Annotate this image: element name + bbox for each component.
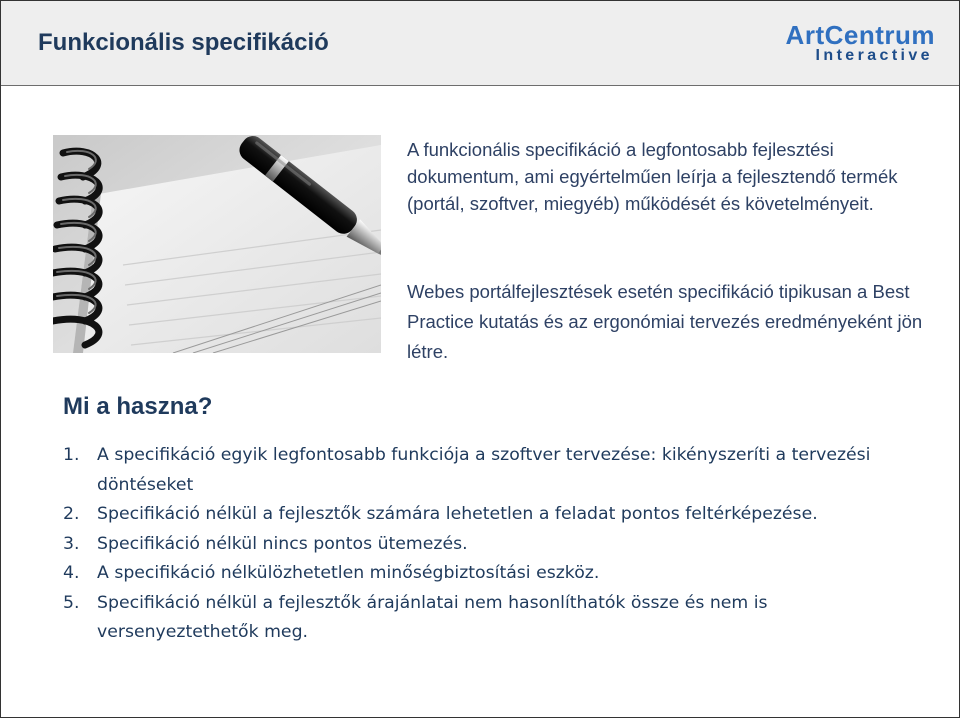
list-item-number: 5. — [63, 592, 80, 613]
list-item-text: Specifikáció nélkül a fejlesztők számára lehetetlen a feladat pontos feltérképezése. — [97, 504, 818, 524]
list-item-number: 4. — [63, 563, 80, 583]
list-item-text: Specifikáció nélkül a fejlesztők árajánlatai nem hasonlíthatók össze és nem is versenyeztethetők meg. — [97, 592, 768, 642]
intro-paragraph-1: A funkcionális specifikáció a legfontosabb fejlesztési dokumentum, ami egyértelműen leírja a fejlesztendő termék (portál, szoftver, miegyéb) működését és követelményeit. — [407, 139, 898, 214]
benefits-list — [63, 441, 903, 648]
list-item — [63, 559, 903, 589]
company-logo — [785, 20, 935, 64]
notebook-pen-photo — [53, 135, 381, 353]
list-item — [63, 441, 903, 500]
list-item-number: 2. — [63, 504, 80, 524]
list-item-text: A specifikáció egyik legfontosabb funkciója a szoftver tervezése: kikényszeríti a tervezési döntéseket — [97, 445, 871, 495]
list-item — [63, 589, 903, 648]
logo-tagline: Interactive — [815, 47, 933, 64]
list-item-text: A specifikáció nélkülözhetetlen minőségbiztosítási eszköz. — [97, 563, 600, 583]
logo-wordmark: ArtCentrum — [785, 20, 935, 50]
slide-title: Funkcionális specifikáció — [38, 29, 329, 56]
list-item — [63, 500, 903, 530]
header-bar — [1, 1, 959, 86]
benefits-heading: Mi a haszna? — [63, 393, 213, 420]
list-item-number: 1. — [63, 445, 80, 465]
list-item-text: Specifikáció nélkül nincs pontos ütemezés. — [97, 533, 468, 554]
list-item — [63, 530, 903, 560]
intro-paragraph-2: Webes portálfejlesztések esetén specifikáció tipikusan a Best Practice kutatás és az ergonómiai tervezés eredményeként jön létre. — [407, 281, 923, 362]
list-item-number: 3. — [63, 533, 80, 554]
